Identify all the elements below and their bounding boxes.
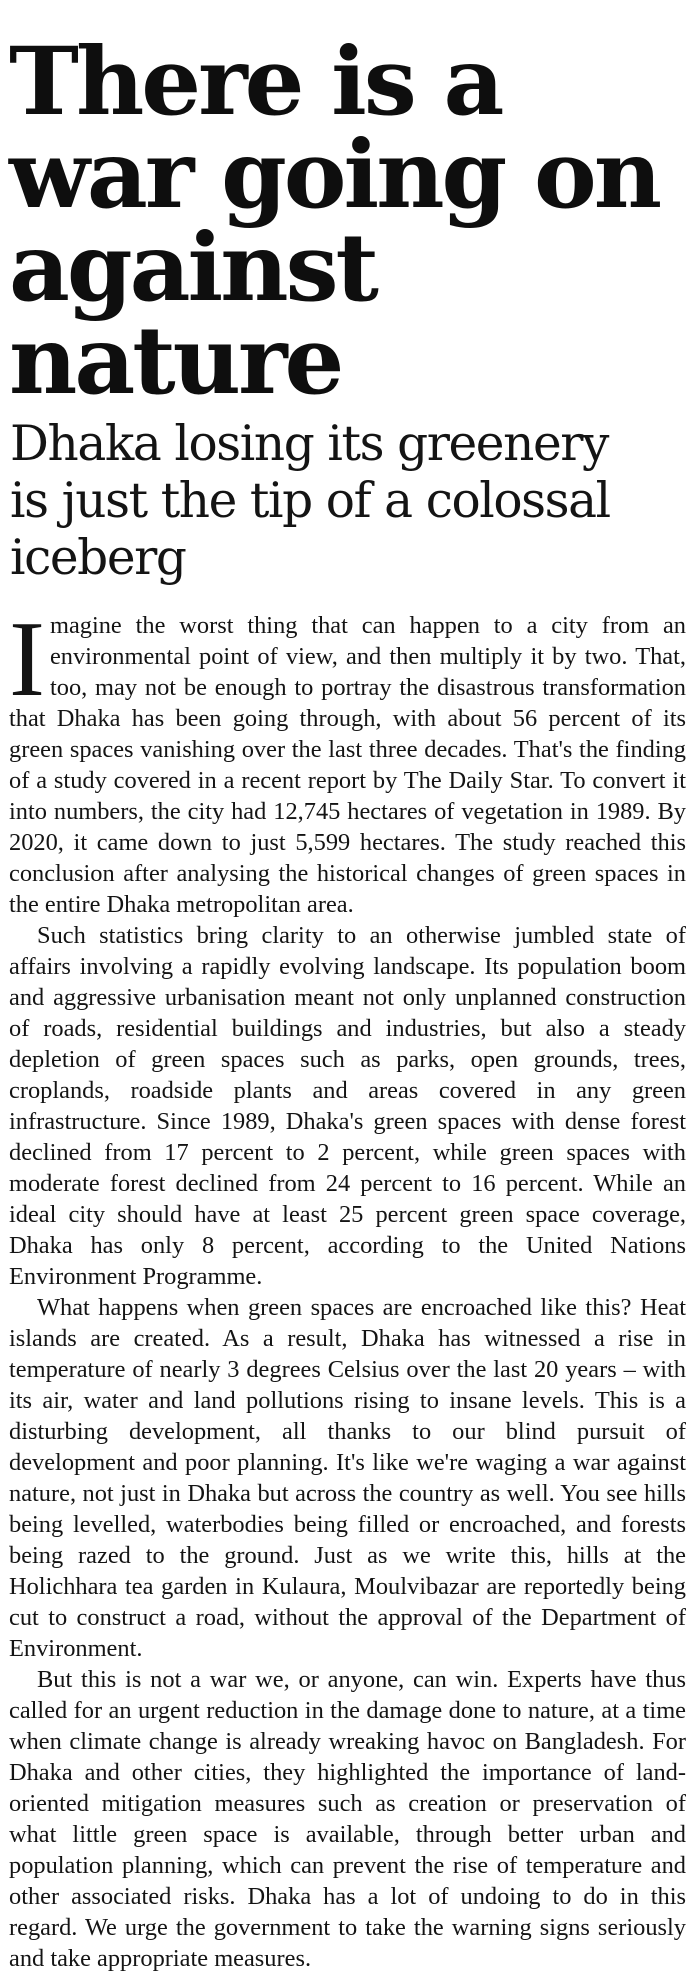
subheadline-line-3: iceberg (10, 530, 186, 586)
headline-line-1: There is a (9, 27, 502, 137)
paragraph-3: What happens when green spaces are encroached like this? Heat islands are created. As a result, Dhaka has witnessed a rise in temperature of nearly 3 degrees Celsius over the last 20 years – with its air, water and land pollutions rising to insane levels. This is a disturbing development, all thanks to our blind pursuit of development and poor planning. It's like we're waging a war against nature, not just in Dhaka but across the country as well. You see hills being levelled, waterbodies being filled or encroached, and forests being razed to the ground. Just as we write this, hills at the Holichhara tea garden in Kulaura, Moulvibazar are reportedly being cut to construct a road, without the approval of the Department of Environment. (9, 1294, 686, 1662)
subheadline-line-1: Dhaka losing its greenery (10, 416, 609, 472)
headline-line-2: war going on (9, 120, 660, 230)
subheadline-line-2: is just the tip of a colossal (10, 473, 610, 529)
headline (9, 27, 686, 416)
subheadline (10, 416, 686, 587)
headline-line-3: against nature (9, 213, 376, 416)
paragraph-1-text: magine the worst thing that can happen to a city from an environmental point of view, and then multiply it by two. That, too, may not be enough to portray the disastrous transformation that Dhaka has been going through, with about 56 percent of its green spaces vanishing over the last three decades. That's the finding of a study covered in a recent report by The Daily Star. To convert it into numbers, the city had 12,745 hectares of vegetation in 1989. By 2020, it came down to just 5,599 hectares. The study reached this conclusion after analysing the historical changes of green spaces in the entire Dhaka metropolitan area. (9, 612, 686, 918)
paragraph-1 (9, 600, 686, 920)
paragraph-4: But this is not a war we, or anyone, can win. Experts have thus called for an urgent reduction in the damage done to nature, at a time when climate change is already wreaking havoc on Bangladesh. For Dhaka and other cities, they highlighted the importance of land-oriented mitigation measures such as creation or preservation of what little green space is available, through better urban and population planning, which can prevent the rise of temperature and other associated risks. Dhaka has a lot of undoing to do in this regard. We urge the government to take the warning signs seriously and take appropriate measures. (9, 1666, 686, 1972)
paragraph-2: Such statistics bring clarity to an otherwise jumbled state of affairs involving a rapidly evolving landscape. Its population boom and aggressive urbanisation meant not only unplanned construction of roads, residential buildings and industries, but also a steady depletion of green spaces such as parks, open grounds, trees, croplands, roadside plants and areas covered in any green infrastructure. Since 1989, Dhaka's green spaces with dense forest declined from 17 percent to 2 percent, while green spaces with moderate forest declined from 24 percent to 16 percent. While an ideal city should have at least 25 percent green space coverage, Dhaka has only 8 percent, according to the United Nations Environment Programme. (9, 922, 686, 1290)
article-body (9, 600, 686, 1974)
drop-cap: I (9, 600, 45, 719)
